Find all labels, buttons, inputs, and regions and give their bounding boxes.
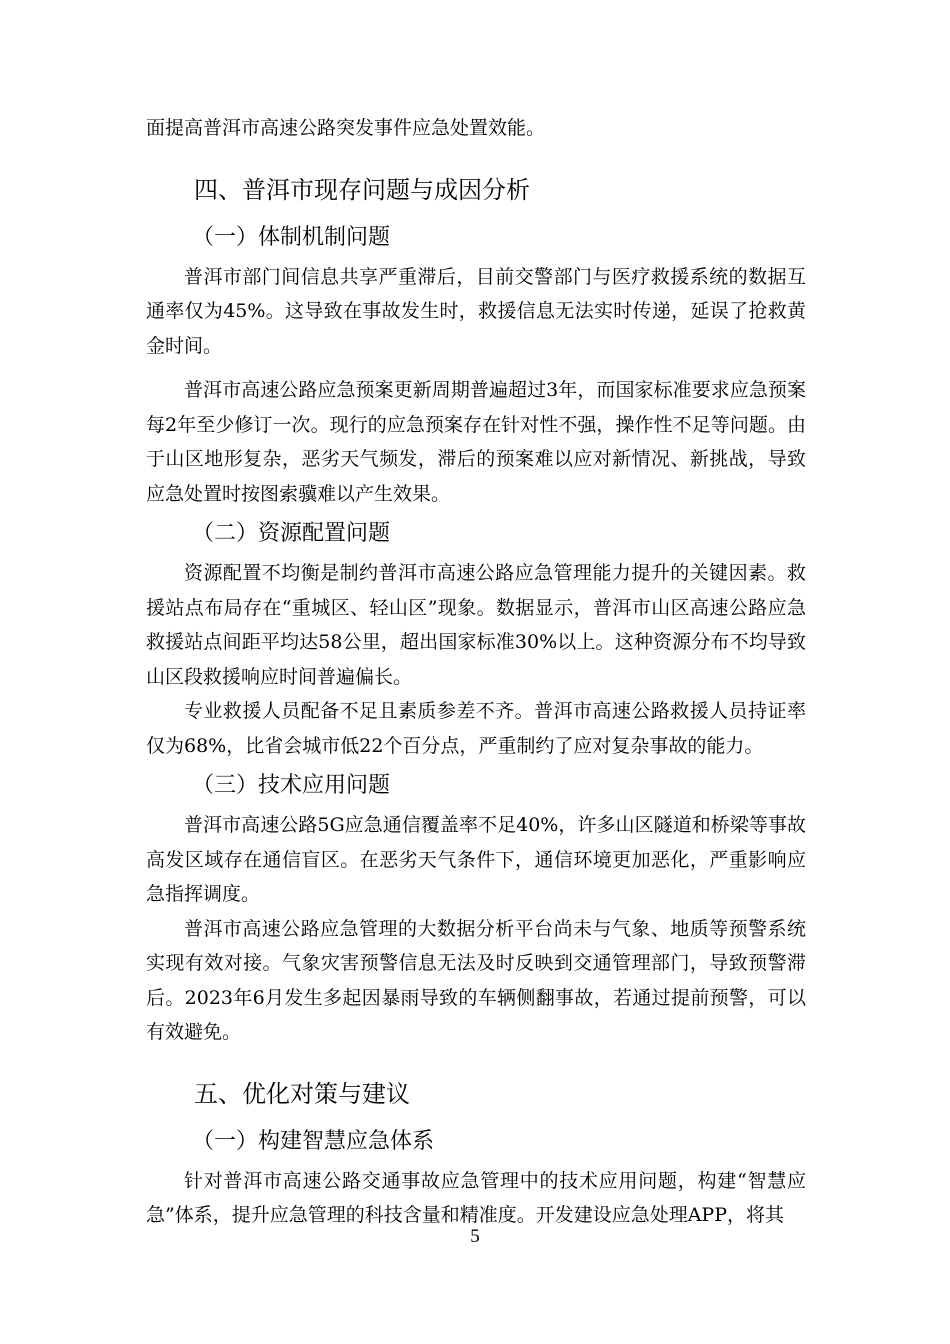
page-content (146, 111, 806, 1233)
section-heading-4: 四、普洱市现存问题与成因分析 (194, 175, 530, 204)
paragraph-resource-allocation: 资源配置不均衡是制约普洱市高速公路应急管理能力提升的关键因素。救援站点布局存在“重城区、轻山区”现象。数据显示，普洱市山区高速公路应急救援站点间距平均达58公里，超出国家标准30%以上。这种资源分布不均导致山区段救援响应时间普遍偏长。 (146, 562, 806, 688)
paragraph-rescue-personnel: 专业救援人员配备不足且素质参差不齐。普洱市高速公路救援人员持证率仅为68%，比省会城市低22个百分点，严重制约了应对复杂事故的能力。 (146, 700, 806, 757)
subsection-heading-smart-emergency: （一）构建智慧应急体系 (192, 1128, 435, 1154)
intro-paragraph: 面提高普洱市高速公路突发事件应急处置效能。 (146, 117, 546, 139)
section-heading-5: 五、优化对策与建议 (194, 1079, 410, 1108)
subsection-heading-technology: （三）技术应用问题 (192, 773, 391, 798)
paragraph-5g-coverage: 普洱市高速公路5G应急通信覆盖率不足40%，许多山区隧道和桥梁等事故高发区域存在通信盲区。在恶劣天气条件下，通信环境更加恶化，严重影响应急指挥调度。 (146, 814, 806, 905)
page-number: 5 (470, 1226, 480, 1247)
paragraph-info-sharing: 普洱市部门间信息共享严重滞后，目前交警部门与医疗救援系统的数据互通率仅为45%。这导致在事故发生时，救援信息无法实时传递，延误了抢救黄金时间。 (146, 265, 806, 357)
paragraph-smart-emergency: 针对普洱市高速公路交通事故应急管理中的技术应用问题，构建“智慧应急”体系，提升应急管理的科技含量和精准度。开发建设应急处理APP，将其 (146, 1169, 806, 1226)
paragraph-emergency-plan: 普洱市高速公路应急预案更新周期普遍超过3年，而国家标准要求应急预案每2年至少修订一次。现行的应急预案存在针对性不强，操作性不足等问题。由于山区地形复杂，恶劣天气频发，滞后的预案难以应对新情况、新挑战，导致应急处置时按图索骥难以产生效果。 (146, 379, 806, 505)
subsection-heading-institutional: （一）体制机制问题 (192, 224, 391, 250)
subsection-heading-resources: （二）资源配置问题 (192, 521, 391, 546)
paragraph-big-data-platform: 普洱市高速公路应急管理的大数据分析平台尚未与气象、地质等预警系统实现有效对接。气象灾害预警信息无法及时反映到交通管理部门，导致预警滞后。2023年6月发生多起因暴雨导致的车辆侧翻事故，若通过提前预警，可以有效避免。 (146, 917, 806, 1043)
